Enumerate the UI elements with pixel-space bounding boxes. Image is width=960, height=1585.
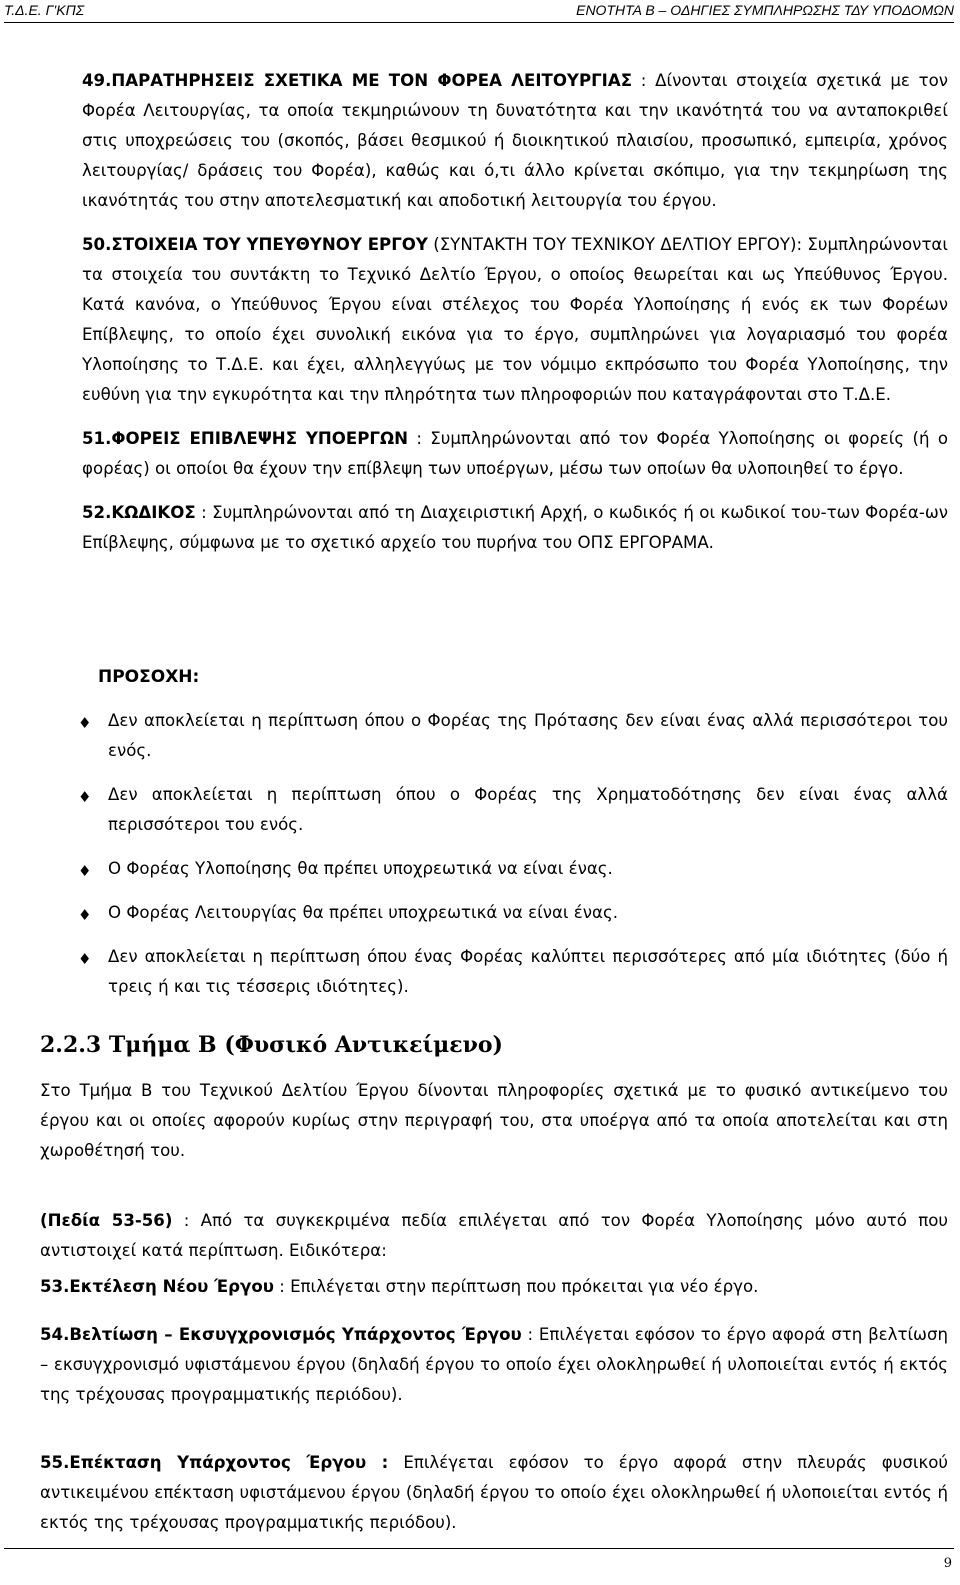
header-right: ΕΝΟΤΗΤΑ Β – ΟΔΗΓΙΕΣ ΣΥΜΠΛΗΡΩΣΗΣ ΤΔΥ ΥΠΟΔΟΜΩΝ: [576, 2, 954, 18]
list-item: [78, 780, 948, 840]
item-54: [40, 1320, 948, 1410]
item-52-text: : Συμπληρώνονται από τη Διαχειριστική Αρχή, ο κωδικός ή οι κωδικοί του-των Φορέα-ων Επίβλεψης, σύμφωνα με το σχετικό αρχείο του πυρήνα του ΟΠΣ ΕΡΓΟΡΑΜΑ.: [82, 503, 948, 552]
item-51-heading: 51.ΦΟΡΕΙΣ ΕΠΙΒΛΕΨΗΣ ΥΠΟΕΡΓΩΝ: [82, 429, 408, 448]
footer-divider: [4, 1548, 954, 1549]
item-51: [82, 424, 948, 484]
section-intro: Στο Τμήμα Β του Τεχνικού Δελτίου Έργου δίνονται πληροφορίες σχετικά με το φυσικό αντικείμενο του έργου και οι οποίες αφορούν κυρίως στην περιγραφή του, στα υποέργα από τα οποία αποτελείται και στη χωροθέτησή του.: [40, 1081, 948, 1160]
attention-list: [78, 706, 948, 1016]
item-50: [82, 230, 948, 410]
item-52: [82, 498, 948, 558]
item-53: [40, 1272, 948, 1302]
page-header: [4, 2, 954, 23]
section-title: 2.2.3 Τμήμα Β (Φυσικό Αντικείμενο): [40, 1032, 503, 1058]
item-50-text: (ΣΥΝΤΑΚΤΗ ΤΟΥ ΤΕΧΝΙΚΟΥ ΔΕΛΤΙΟΥ ΕΡΓΟΥ): Συμπληρώνονται τα στοιχεία του συντάκτη το Τεχνικό Δελτίο Έργου, ο οποίος θεωρείται και ως Υπεύθυνος Έργου. Κατά κανόνα, ο Υπεύθυνος Έργου είναι στέλεχος του Φορέα Υλοποίησης ή ενός εκ των Φορέων Επίβλεψης, το οποίο έχει συνολική εικόνα για το έργο, συμπληρώνει για λογαριασμό του φορέα Υλοποίησης το Τ.Δ.Ε. και έχει, αλληλεγγύως με τον νόμιμο εκπρόσωπο του Φορέα Υλοποίησης, την ευθύνη για την εγκυρότητα και την πληρότητα των πληροφοριών που καταγράφονται στο Τ.Δ.Ε.: [82, 235, 948, 404]
item-49-heading: 49.ΠΑΡΑΤΗΡΗΣΕΙΣ ΣΧΕΤΙΚΑ ΜΕ ΤΟΝ ΦΟΡΕΑ ΛΕΙΤΟΥΡΓΙΑΣ: [82, 71, 633, 90]
diamond-bullet-icon: ♦: [78, 714, 92, 732]
bullet-text: Ο Φορέας Υλοποίησης θα πρέπει υποχρεωτικά να είναι ένας.: [108, 859, 613, 878]
page-number: 9: [943, 1556, 952, 1571]
item-52-heading: 52.ΚΩΔΙΚΟΣ: [82, 503, 196, 522]
list-item: [78, 898, 948, 928]
list-item: [78, 942, 948, 1002]
bullet-text: Δεν αποκλείεται η περίπτωση όπου ο Φορέας της Χρηματοδότησης δεν είναι ένας αλλά περισσότεροι του ενός.: [108, 785, 948, 834]
item-55-heading: 55.Επέκταση Υπάρχοντος Έργου :: [40, 1453, 389, 1472]
header-left: Τ.Δ.Ε. Γ'ΚΠΣ: [4, 2, 85, 18]
items-49-52: [82, 66, 948, 572]
item-49: [82, 66, 948, 216]
bullet-text: Δεν αποκλείεται η περίπτωση όπου ο Φορέας της Πρότασης δεν είναι ένας αλλά περισσότεροι του ενός.: [108, 711, 948, 760]
item-51-text: : Συμπληρώνονται από τον Φορέα Υλοποίησης οι φορείς (ή ο φορέας) οι οποίοι θα έχουν την επίβλεψη των υποέργων, μέσω των οποίων θα υλοποιηθεί το έργο.: [82, 429, 948, 478]
diamond-bullet-icon: ♦: [78, 950, 92, 968]
list-item: [78, 706, 948, 766]
diamond-bullet-icon: ♦: [78, 788, 92, 806]
item-55-text: Επιλέγεται εφόσον το έργο αφορά στην πλευράς φυσικού αντικειμένου επέκταση υφιστάμενου έργου (δηλαδή έργου το οποίο έχει ολοκληρωθεί ή υλοποιείται εντός ή εκτός της τρέχουσας προγραμματικής περιόδου).: [40, 1453, 948, 1532]
item-55: [40, 1448, 948, 1538]
item-53-text: : Επιλέγεται στην περίπτωση που πρόκειται για νέο έργο.: [273, 1277, 759, 1296]
item-49-text: : Δίνονται στοιχεία σχετικά με τον Φορέα Λειτουργίας, τα οποία τεκμηριώνουν τη δυνατότητα και την ικανότητά του να ανταποκριθεί στις υποχρεώσεις του (σκοπός, βάσει θεσμικού ή διοικητικού πλαισίου, προσωπικό, εμπειρία, χρόνος λειτουργίας/ δράσεις του Φορέα), καθώς και ό,τι άλλο κρίνεται σκόπιμο, για την τεκμηρίωση της ικανότητάς του στην αποτελεσματική και αποδοτική λειτουργία του έργου.: [82, 71, 949, 210]
item-50-heading: 50.ΣΤΟΙΧΕΙΑ ΤΟΥ ΥΠΕΥΘΥΝΟΥ ΕΡΓΟΥ: [82, 235, 428, 254]
fields-note: [40, 1206, 948, 1266]
item-54-heading: 54.Βελτίωση – Εκσυγχρονισμός Υπάρχοντος Έργου: [40, 1325, 522, 1344]
item-53-heading: 53.Εκτέλεση Νέου Έργου: [40, 1277, 274, 1296]
bullet-text: Δεν αποκλείεται η περίπτωση όπου ένας Φορέας καλύπτει περισσότερες από μία ιδιότητες (δύο ή τρεις ή και τις τέσσερις ιδιότητες).: [108, 947, 948, 996]
fields-note-heading: (Πεδία 53-56): [40, 1211, 173, 1230]
list-item: [78, 854, 948, 884]
item-54-text: : Επιλέγεται εφόσον το έργο αφορά στη βελτίωση – εκσυγχρονισμό υφιστάμενου έργου (δηλαδή έργου το οποίο έχει ολοκληρωθεί ή υλοποιείται εντός ή εκτός της τρέχουσας προγραμματικής περιόδου).: [40, 1325, 948, 1404]
fields-note-text: : Από τα συγκεκριμένα πεδία επιλέγεται από τον Φορέα Υλοποίησης μόνο αυτό που αντιστοιχεί κατά περίπτωση. Ειδικότερα:: [40, 1211, 948, 1260]
diamond-bullet-icon: ♦: [78, 906, 92, 924]
diamond-bullet-icon: ♦: [78, 862, 92, 880]
attention-title: ΠΡΟΣΟΧΗ:: [98, 667, 200, 687]
bullet-text: Ο Φορέας Λειτουργίας θα πρέπει υποχρεωτικά να είναι ένας.: [108, 903, 618, 922]
